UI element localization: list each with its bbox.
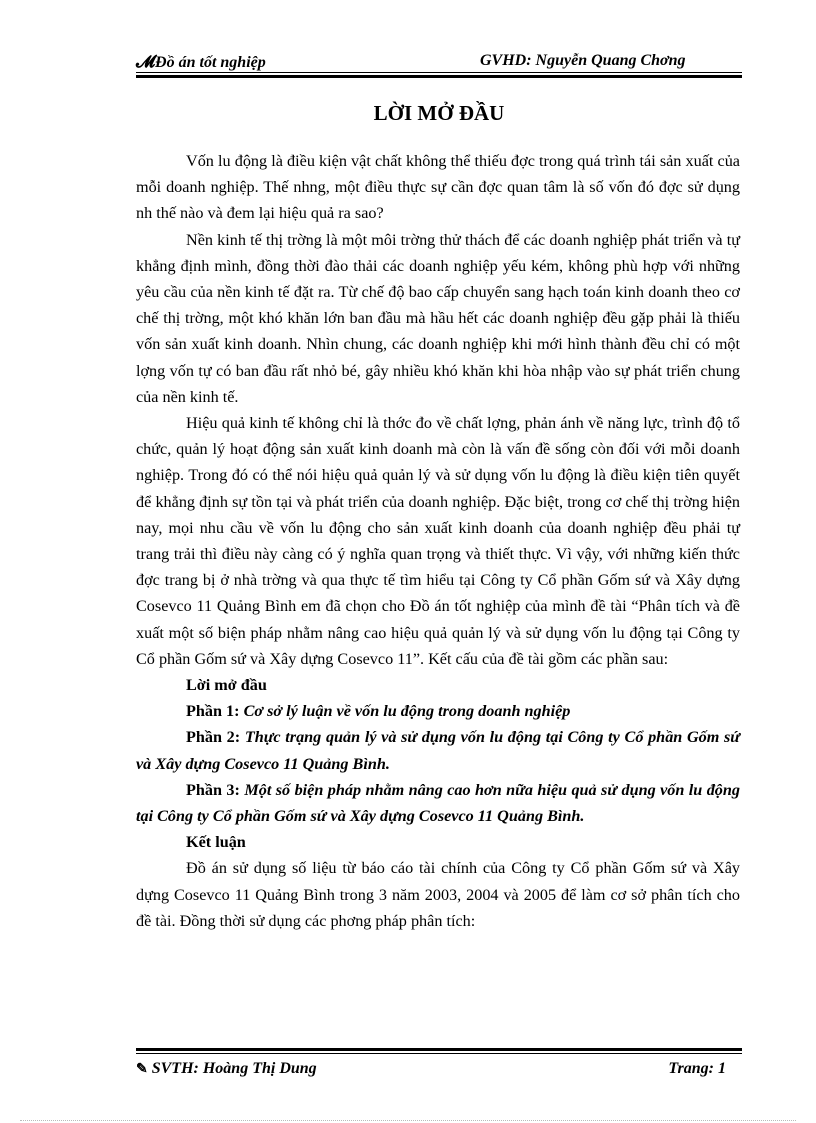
outline-part-3 — [136, 777, 740, 829]
outline-part-3-label: Phần 3: — [186, 780, 240, 799]
footer-rule-thick — [136, 1048, 742, 1051]
page-header — [136, 50, 742, 74]
header-right-text: GVHD: Nguyễn Quang Chơng — [480, 52, 686, 69]
page-bottom-dotted-line — [20, 1120, 796, 1121]
paragraph-2: Nền kinh tế thị trờng là một môi trờng thử thách để các doanh nghiệp phát triển và tự khẳng định mình, đồng thời đào thải các doanh nghiệp yếu kém, không phù hợp với những yêu cầu của nền kinh tế đặt ra. Từ chế độ bao cấp chuyển sang hạch toán kinh doanh theo cơ chế thị trờng, một khó khăn lớn ban đầu mà hầu hết các doanh nghiệp đều gặp phải là thiếu vốn sản xuất kinh doanh. Nhìn chung, các doanh nghiệp khi mới hình thành đều chỉ có một lợng vốn tự có ban đầu rất nhỏ bé, gây nhiều khó khăn khi hòa nhập vào sự phát triển chung của nền kinh tế. — [136, 230, 740, 406]
outline-part-2 — [136, 724, 740, 776]
document-body — [136, 148, 740, 934]
outline-part-2-title: Thực trạng quản lý và sử dụng vốn lu động tại Công ty Cổ phần Gốm sứ và Xây dựng Cosevco 11 Quảng Bình. — [136, 728, 741, 773]
outline-part-1-label: Phần 1: — [186, 702, 240, 721]
paragraph-3: Hiệu quả kinh tế không chỉ là thớc đo về chất lợng, phản ánh về năng lực, trình độ tổ chức, quản lý hoạt động sản xuất kinh doanh mà còn là vấn đề sống còn đối với mỗi doanh nghiệp. Trong đó có thể nói hiệu quả quản lý và sử dụng vốn lu động là điều kiện tiên quyết để khẳng định sự tồn tại và phát triển của doanh nghiệp. Đặc biệt, trong cơ chế thị trờng hiện nay, mọi nhu cầu về vốn lu động cho sản xuất kinh doanh của doanh nghiệp đều phải tự trang trải thì điều này càng có ý nghĩa quan trọng và thiết thực. Vì vậy, với những kiến thức đợc trang bị ở nhà trờng và qua thực tế tìm hiểu tại Công ty Cổ phần Gốm sứ và Xây dựng Cosevco 11 Quảng Bình em đã chọn cho Đồ án tốt nghiệp của mình đề tài “Phân tích và đề xuất một số biện pháp nhằm nâng cao hiệu quả quản lý và sử dụng vốn lu động tại Công ty Cổ phần Gốm sứ và Xây dựng Cosevco 11”. Kết cấu của đề tài gồm các phần sau: — [136, 414, 740, 668]
footer-rule-thin — [136, 1053, 742, 1054]
outline-intro: Lời mở đầu — [186, 676, 267, 695]
header-rule-thick — [136, 75, 742, 78]
closing-paragraph: Đồ án sử dụng số liệu từ báo cáo tài chính của Công ty Cổ phần Gốm sứ và Xây dựng Cosevco 11 Quảng Bình trong 3 năm 2003, 2004 và 2005 để làm cơ sở phân tích cho đề tài. Đồng thời sử dụng các phơng pháp phân tích: — [136, 859, 740, 930]
footer-student: SVTH: Hoàng Thị Dung — [151, 1060, 317, 1077]
outline-conclusion: Kết luận — [186, 833, 246, 852]
footer-left — [136, 1060, 317, 1078]
header-left-text: Đồ án tốt nghiệp — [155, 54, 266, 71]
outline-part-3-title: Một số biện pháp nhằm nâng cao hơn nữa hiệu quả sử dụng vốn lu động tại Công ty Cổ phần Gốm sứ và Xây dựng Cosevco 11 Quảng Bình. — [136, 780, 741, 826]
outline-part-1 — [136, 698, 740, 724]
outline-part-2-label: Phần 2: — [186, 728, 241, 747]
header-rule-thin — [136, 72, 742, 73]
book-icon: 𝓜 — [136, 52, 154, 71]
page-title: LỜI MỞ ĐẦU — [373, 101, 505, 125]
footer-page-number: Trang: 1 — [668, 1060, 726, 1077]
header-left — [136, 52, 266, 72]
paragraph-1: Vốn lu động là điều kiện vật chất không thể thiếu đợc trong quá trình tái sản xuất của mỗi doanh nghiệp. Thế nhng, một điều thực sự cần đợc quan tâm là số vốn đó đợc sử dụng nh thế nào và đem lại hiệu quả ra sao? — [136, 152, 740, 223]
pencil-icon: ✎ — [136, 1062, 148, 1077]
outline-part-1-title: Cơ sở lý luận về vốn lu động trong doanh nghiệp — [243, 702, 571, 721]
